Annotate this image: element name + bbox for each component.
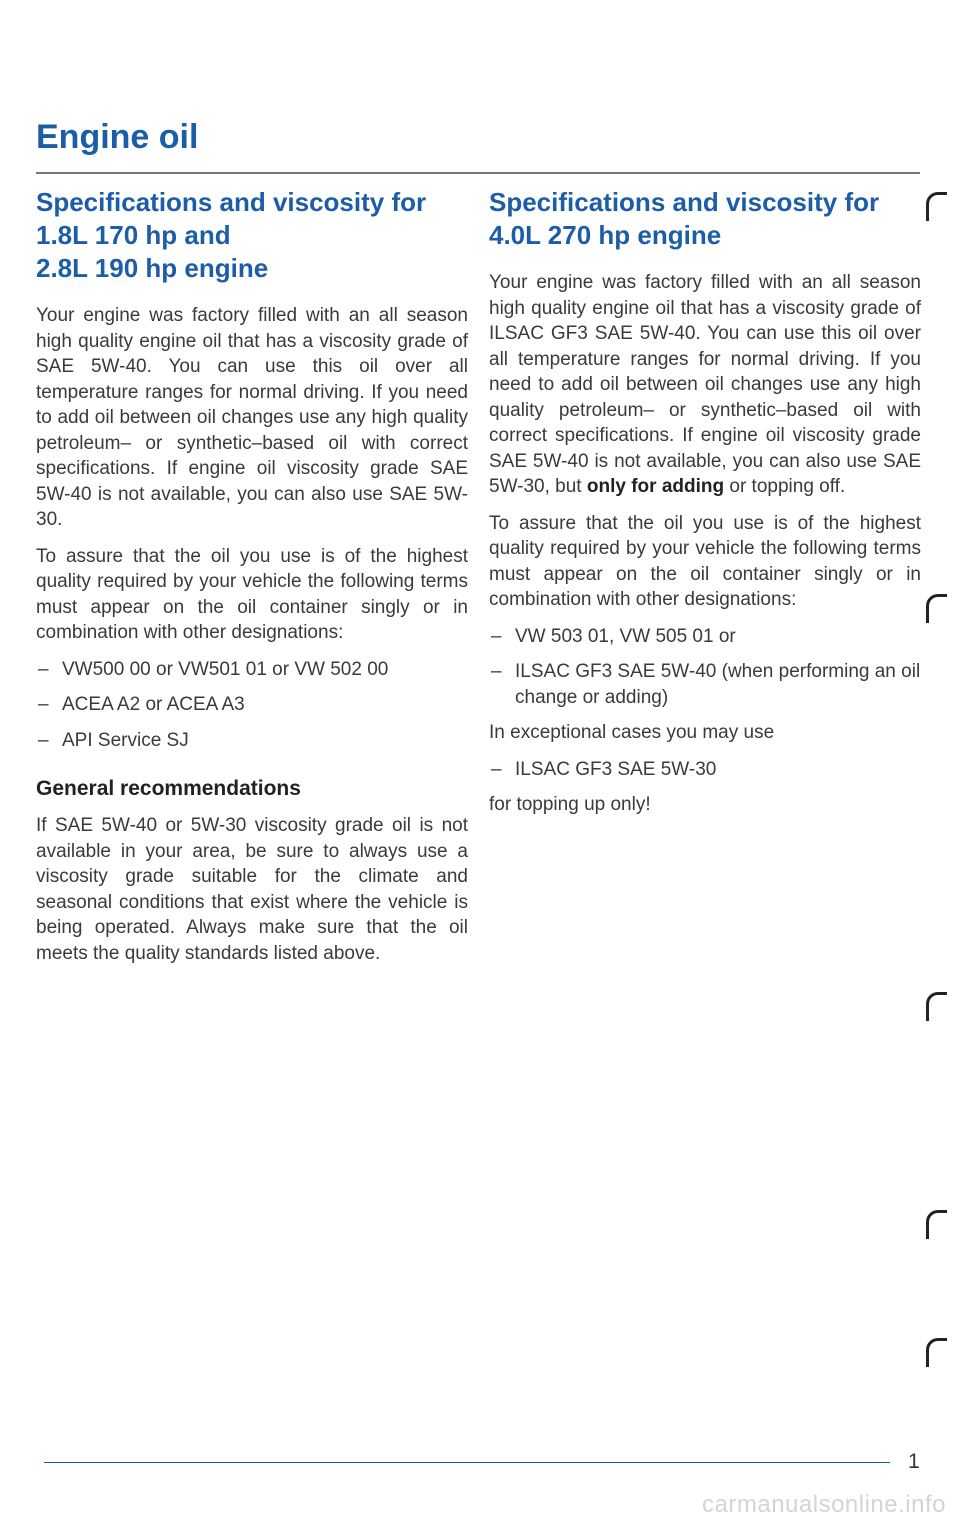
left-column [36, 186, 468, 977]
closing-text: for topping up only! [489, 794, 651, 815]
paragraph-text: Your engine was factory filled with an all season high quality engine oil that has a viscosity grade of ILSAC GF3 SAE 5W-40. You can use this oil over all temperature ranges for normal driving. If you need to add oil between oil changes use any high quality petroleum– or synthetic–based oil with correct specifications. If engine oil viscosity grade SAE 5W-40 is not available, you can also use SAE 5W-30, but [489, 272, 921, 497]
watermark: carmanualsonline.info [702, 1491, 946, 1518]
list-item: – VW500 00 or VW501 01 or VW 502 00 [36, 657, 468, 683]
heading-line: 4.0L 270 hp engine [489, 220, 722, 250]
heading-line: Specifications and viscosity for [36, 187, 427, 217]
right-designation-paragraph: To assure that the oil you use is of the highest quality required by your vehicle the following terms must appear on the oil container singly or in combination with other designations: [489, 512, 921, 610]
margin-mark [926, 992, 947, 1021]
general-recommendations-heading: General recommendations [36, 777, 301, 800]
left-spec-list [36, 657, 468, 754]
margin-mark [926, 1210, 947, 1239]
right-section-heading [489, 186, 921, 252]
heading-line: Specifications and viscosity for [489, 187, 880, 217]
right-spec-list [489, 624, 921, 711]
heading-line: 2.8L 190 hp engine [36, 253, 269, 283]
heading-line: 1.8L 170 hp and [36, 220, 231, 250]
exception-text: In exceptional cases you may use [489, 722, 775, 743]
list-item: – ILSAC GF3 SAE 5W-40 (when performing an oil change or adding) [489, 659, 921, 710]
margin-mark [926, 594, 947, 623]
margin-mark [926, 192, 947, 221]
exception-list [489, 757, 921, 783]
emphasis-text: only for adding [586, 476, 725, 497]
paragraph-text: or topping off. [729, 476, 846, 497]
list-item: – API Service SJ [36, 728, 468, 754]
list-item: – ILSAC GF3 SAE 5W-30 [489, 757, 921, 783]
left-designation-paragraph: To assure that the oil you use is of the highest quality required by your vehicle the following terms must appear on the oil container singly or in combination with other designations: [36, 545, 468, 643]
page-number: 1 [908, 1450, 920, 1473]
margin-mark [926, 1338, 947, 1367]
title-rule [36, 172, 920, 174]
left-intro-paragraph: Your engine was factory filled with an all season high quality engine oil that has a viscosity grade of SAE 5W-40. You can use this oil over all temperature ranges for normal driving. If you need to add oil between oil changes use any high quality petroleum– or synthetic–based oil with correct specifications. If engine oil viscosity grade SAE 5W-40 is not available, you can also use SAE 5W-30. [36, 305, 468, 530]
list-item: – ACEA A2 or ACEA A3 [36, 692, 468, 718]
left-section-heading [36, 186, 468, 285]
right-column [489, 186, 921, 829]
general-recommendations-paragraph: If SAE 5W-40 or 5W-30 viscosity grade oil is not available in your area, be sure to always use a viscosity grade suitable for the climate and seasonal conditions that exist where the vehicle is being operated. Always make sure that the oil meets the quality standards listed above. [36, 815, 468, 964]
list-item: – VW 503 01, VW 505 01 or [489, 624, 921, 650]
page-title: Engine oil [36, 118, 199, 156]
footer-rule [44, 1462, 890, 1463]
right-intro-paragraph [489, 270, 921, 500]
